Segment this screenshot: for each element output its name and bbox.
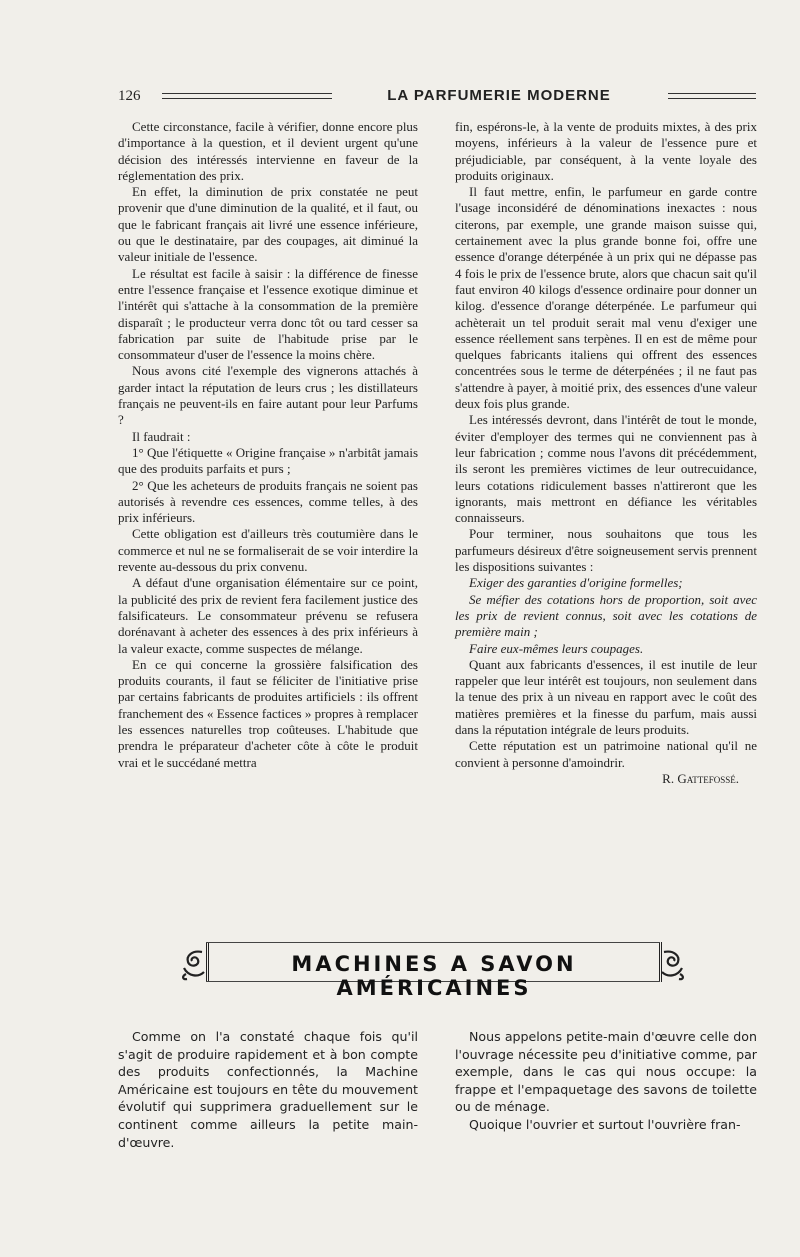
header-rule-left <box>162 93 332 99</box>
section-title-banner <box>178 942 688 1000</box>
page-number: 126 <box>118 88 141 104</box>
paragraph: Il faut mettre, enfin, le parfumeur en garde contre l'usage inconsidéré de dénominations inexactes : nous citerons, par exemple, une grande maison suisse qui, certainement avec la plus grande bonne foi, offre une essence d'orange déterpénée à un prix qui ne dépasse pas 4 fois le prix de l'essence brute, alors que chacun sait qu'il faut environ 40 kilogs d'essence ordinaire pour donner un kilog. d'essence d'orange déterpénée. Le parfumeur qui achèterait un tel produit serait mal venu d'exiger une essence réellement sans terpènes. Il en est de même pour quelques fabricants italiens qui offrent des essences concentrées sous le terme de déterpénées ; il ne faut pas s'attendre à payer, à moitié prix, des essences d'une valeur deux fois plus grande. <box>455 184 757 412</box>
paragraph: Quant aux fabricants d'essences, il est inutile de leur rappeler que leur intérêt est toujours, non seulement dans la tenue des prix à un niveau en rapport avec le coût des matières premières et la finesse du parfum, mais aussi dans la réputation intégrale de leurs produits. <box>455 656 757 737</box>
title-top-rule <box>206 942 660 943</box>
header-rule-right <box>668 93 756 99</box>
paragraph: Comme on l'a constaté chaque fois qu'il s'agit de produire rapidement et à bon compte des produits confectionnés, la Machine Américaine est toujours en tête du mouvement évolutif qui supprimera graduellement sur le continent comme ailleurs la petite main-d'œuvre. <box>118 1029 418 1150</box>
paragraph: Cette réputation est un patrimoine national qu'il ne convient à personne d'amoindrir. <box>455 738 757 770</box>
italic-recommendation: Faire eux-mêmes leurs coupages. <box>469 640 644 656</box>
paragraph: 2° Que les acheteurs de produits français ne soient pas autorisés à revendre ces essences, comme telles, à des prix inférieurs. <box>118 477 418 526</box>
paragraph: Les intéressés devront, dans l'intérêt de tout le monde, éviter d'employer des termes qui ne conviennent pas à leur fabrication ; comme nous l'avons dit précédemment, ils seront les premières victimes de leur outrecuidance, leurs cotations ridiculement basses n'attireront que les ignorants, mais mettront en défiance les véritables connaisseurs. <box>455 412 757 526</box>
soap-article-left-column <box>118 1028 418 1151</box>
paragraph: Le résultat est facile à saisir : la différence de finesse entre l'essence française et l'essence exotique diminue et l'intérêt qui s'attache à la consommation de la première disparaît ; le producteur verra donc tôt ou tard cesser sa fabrication par suite de l'habitude prise par le consommateur d'user de l'essence la moins chère. <box>118 265 418 363</box>
section-title: MACHINES A SAVON AMÉRICAINES <box>291 952 577 1000</box>
italic-recommendation: Exiger des garanties d'origine formelles; <box>469 575 683 591</box>
paragraph: Il faudrait : <box>132 428 191 444</box>
paragraph: Pour terminer, nous souhaitons que tous les parfumeurs désireux d'être soigneusement servis prennent les dispositions suivantes : <box>455 526 757 575</box>
italic-recommendation: Se méfier des cotations hors de proportion, soit avec les prix de revient connus, soit avec les cotations de première main ; <box>455 591 757 640</box>
paragraph: 1° Que l'étiquette « Origine française » n'arbitât jamais que des produits parfaits et purs ; <box>118 444 418 477</box>
paragraph: Quoique l'ouvrier et surtout l'ouvrière fran- <box>469 1116 741 1132</box>
paragraph: En ce qui concerne la grossière falsification des produits courants, il faut se féliciter de l'initiative prise par certains fabricants de produites artificiels : ils offrent franchement des « Essence factices » propres à remplacer les essences naturelles trop coûteuses. L'habitude que prendra le préparateur d'acheter côte à côte le produit vrai et le succédané mettra <box>118 656 418 770</box>
author-signature: R. Gattefossé. <box>662 770 739 786</box>
left-ornament-icon <box>178 946 208 982</box>
paragraph: Cette obligation est d'ailleurs très coutumière dans le commerce et nul ne se formaliserait de se voir interdire la revente au-dessous du prix convenu. <box>118 526 418 575</box>
paragraph: Cette circonstance, facile à vérifier, donne encore plus d'importance à la question, et il devient urgent qu'une décision des intéressés intervienne en faveur de la réglementation des prix. <box>118 119 418 183</box>
article-left-column <box>118 119 418 771</box>
running-title: LA PARFUMERIE MODERNE <box>387 87 611 104</box>
article-right-column <box>455 119 757 787</box>
right-ornament-icon <box>658 946 688 982</box>
paragraph: En effet, la diminution de prix constatée ne peut provenir que d'une diminution de la qualité, et il faut, ou que le fabricant français ait livré une essence inférieure, ou que le destinataire, par des coupages, ait diminué la valeur initiale de l'essence. <box>118 184 418 265</box>
page-header <box>118 86 756 106</box>
paragraph: Nous avons cité l'exemple des vignerons attachés à garder intact la réputation de leurs crus ; les distillateurs français ne peuvent-ils en faire autant pour leur Parfums ? <box>118 363 418 428</box>
paragraph: Nous appelons petite-main d'œuvre celle don l'ouvrage nécessite peu d'initiative comme, par exemple, dans le cas qui nous occupe: la frappe et l'empaquetage des savons de toilette ou de ménage. <box>455 1029 757 1115</box>
paragraph: A défaut d'une organisation élémentaire sur ce point, la publicité des prix de revient fera facilement justice des falsificateurs. Le consommateur prévenu se refusera dorénavant à acheter des essences à des prix inférieurs à la valeur exacte, comme suspectes de mélange. <box>118 575 418 656</box>
paragraph: fin, espérons-le, à la vente de produits mixtes, à des prix moyens, inférieurs à la valeur de l'essence pure et préjudiciable, par conséquent, à la vente loyale des produits originaux. <box>455 119 757 183</box>
soap-article-right-column <box>455 1028 757 1134</box>
